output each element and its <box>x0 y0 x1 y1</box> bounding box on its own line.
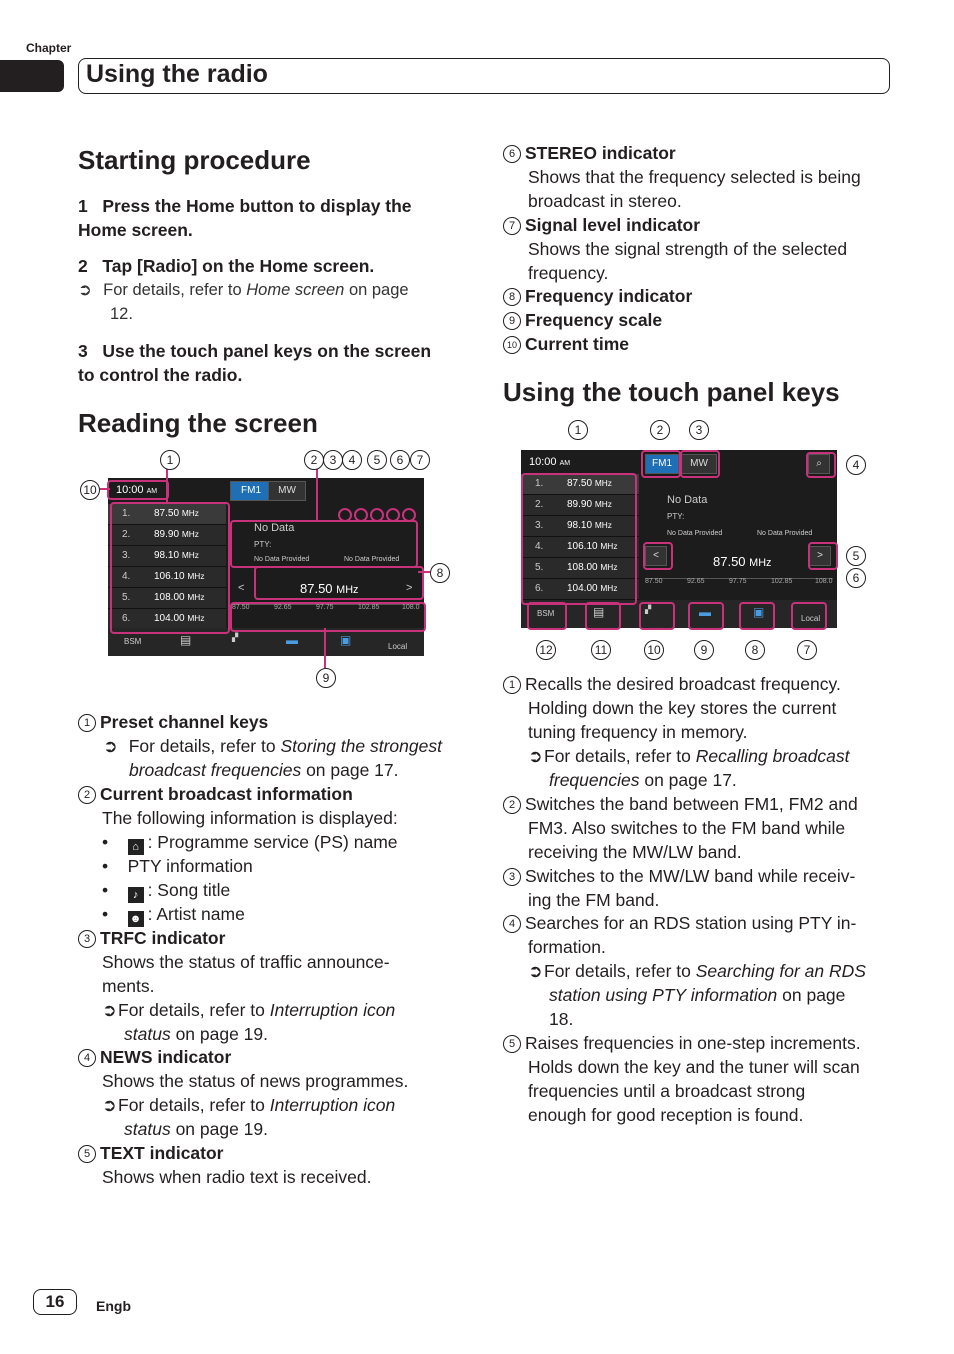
step-2-note: ➲ For details, refer to Home screen on page 12. <box>78 278 458 326</box>
seek-up-button[interactable]: > <box>809 546 831 566</box>
callout-7: 7 <box>797 640 817 660</box>
item-4-title: 4 NEWS indicator <box>78 1045 231 1069</box>
leader-line <box>418 571 430 573</box>
song-info: No Data Provided <box>667 530 723 537</box>
callout-12: 12 <box>536 640 556 660</box>
bsm-button[interactable]: BSM <box>124 637 142 646</box>
callout-11: 11 <box>591 640 611 660</box>
touch-item-3: 3 Switches to the MW/LW band while receiv- ing the FM band. <box>503 864 903 912</box>
leader-line <box>166 468 168 504</box>
preset-2[interactable]: 2. 89.90 MHz <box>521 495 639 516</box>
news-button[interactable]: ▣ <box>753 605 765 619</box>
frequency-display: 87.50 MHz <box>713 554 772 569</box>
highlight-seek-down <box>643 542 673 570</box>
text-button[interactable]: ▤ <box>593 605 605 619</box>
artist-info: No Data Provided <box>757 530 813 537</box>
mw-button[interactable]: MW <box>681 454 717 474</box>
callout-9: 9 <box>316 668 336 688</box>
text-icon[interactable]: ▤ <box>180 633 192 647</box>
song-info: No Data Provided <box>254 556 310 563</box>
highlight-presets <box>110 502 230 634</box>
highlight-car <box>688 602 724 630</box>
item-2-bullet-1: • ⌂ : Programme service (PS) name <box>102 832 398 853</box>
music-note-icon: ♪ <box>128 887 144 903</box>
touch-heading: Using the touch panel keys <box>503 377 840 407</box>
chapter-tab <box>0 60 64 92</box>
item-2-bullet-3: • ♪ : Song title <box>102 880 231 901</box>
preset-3[interactable]: 3. 98.10 MHz <box>521 516 639 537</box>
callout-4: 4 <box>846 455 866 475</box>
callout-2: 2 <box>304 450 324 470</box>
car-icon[interactable]: ▬ <box>699 605 711 619</box>
highlight-local <box>791 602 827 630</box>
fm1-button[interactable]: FM1 <box>645 454 679 474</box>
traffic-button[interactable]: ▞ <box>645 605 652 614</box>
fm1-button[interactable]: FM1 <box>230 481 272 501</box>
pty-label: PTY: <box>254 540 272 549</box>
starting-heading: Starting procedure <box>78 145 311 175</box>
pty-label: PTY: <box>667 512 685 521</box>
frequency-display: 87.50 MHz <box>300 581 359 596</box>
item-3-desc: Shows the status of traffic announce- ments. <box>102 952 390 996</box>
item-3-title: 3 TRFC indicator <box>78 926 225 950</box>
callout-9: 9 <box>694 640 714 660</box>
search-icon[interactable]: ⌕ <box>808 454 830 474</box>
highlight-scale <box>230 602 426 632</box>
leader-line <box>324 628 326 668</box>
item-6-desc: Shows that the frequency selected is being broadcast in stereo. <box>528 167 861 211</box>
item-2-bullet-4: • ☻ : Artist name <box>102 904 245 925</box>
item-8-title: 8 Frequency indicator <box>503 284 692 308</box>
touch-item-1: 1 Recalls the desired broadcast frequency. Holding down the key stores the current tuning frequency in memory. <box>503 672 903 744</box>
callout-10: 10 <box>644 640 664 660</box>
preset-4[interactable]: 4. 106.10 MHz <box>108 567 226 588</box>
preset-1[interactable]: 1. 87.50 MHz <box>521 474 639 495</box>
preset-4[interactable]: 4. 106.10 MHz <box>521 537 639 558</box>
callout-6: 6 <box>846 568 866 588</box>
chapter-label: Chapter <box>26 41 72 55</box>
arrow-icon: ➲ <box>78 281 92 299</box>
artist-info: No Data Provided <box>344 556 400 563</box>
callout-6: 6 <box>390 450 410 470</box>
car-icon[interactable]: ▬ <box>286 633 298 647</box>
highlight-time <box>107 480 169 500</box>
touch-item-4: 4 Searches for an RDS station using PTY in- formation. <box>503 911 903 959</box>
chapter-title: Using the radio <box>86 60 268 88</box>
current-time: 10:00 AM <box>529 456 571 468</box>
current-time: 10:00 AM <box>116 484 158 496</box>
local-button[interactable]: Local <box>801 614 821 623</box>
artist-icon: ☻ <box>128 911 144 927</box>
highlight-presets <box>521 473 637 605</box>
highlight-news <box>739 602 775 630</box>
callout-4: 4 <box>342 450 362 470</box>
item-2-bullet-2: • PTY information <box>102 856 253 876</box>
touch-item-5: 5 Raises frequencies in one-step increments. Holds down the key and the tuner will scan frequencies until a broadcast strong enough for good reception is found. <box>503 1031 903 1127</box>
seek-up-icon[interactable]: > <box>406 582 413 594</box>
item-9-title: 9 Frequency scale <box>503 308 662 332</box>
bsm-button[interactable]: BSM <box>537 609 555 618</box>
callout-2: 2 <box>650 420 670 440</box>
page-number: 16 <box>33 1289 77 1315</box>
callout-5: 5 <box>367 450 387 470</box>
station-name: No Data <box>667 494 708 506</box>
frequency-scale: 87.50 92.65 97.75 102.85 108.0 <box>645 578 833 599</box>
item-4-note: ➲For details, refer to Interruption icon status on page 19. <box>102 1095 396 1139</box>
item-5-title: 5 TEXT indicator <box>78 1141 223 1165</box>
highlight-seek-up <box>808 542 838 570</box>
reading-heading: Reading the screen <box>78 408 318 438</box>
item-7-title: 7 Signal level indicator <box>503 213 700 237</box>
callout-7: 7 <box>410 450 430 470</box>
item-2-desc: The following information is displayed: <box>102 808 398 828</box>
highlight-fm1 <box>641 450 681 478</box>
news-icon[interactable]: ▣ <box>340 633 352 647</box>
item-6-title: 6 STEREO indicator <box>503 141 676 165</box>
item-4-desc: Shows the status of news programmes. <box>102 1071 409 1091</box>
touch-item-2: 2 Switches the band between FM1, FM2 and FM3. Also switches to the FM band while receiving the MW/LW band. <box>503 792 903 864</box>
item-1-note: ➲ For details, refer to Storing the strongest broadcast frequencies on page 17. <box>103 736 442 780</box>
callout-8: 8 <box>745 640 765 660</box>
preset-5[interactable]: 5. 108.00 MHz <box>521 558 639 579</box>
preset-6[interactable]: 6. 104.00 MHz <box>521 579 639 600</box>
touch-item-4-note: ➲For details, refer to Searching for an RDS station using PTY information on page 18. <box>528 961 866 1029</box>
seek-down-icon[interactable]: < <box>238 582 245 594</box>
touch-item-1-note: ➲For details, refer to Recalling broadcast frequencies on page 17. <box>528 746 850 790</box>
callout-3: 3 <box>323 450 343 470</box>
ps-name-icon: ⌂ <box>128 839 144 855</box>
step-1: 1 Press the Home button to display the Home screen. <box>78 196 412 240</box>
local-button[interactable]: Local <box>388 642 408 651</box>
mw-button[interactable]: MW <box>268 481 306 501</box>
station-name: No Data <box>254 522 295 534</box>
indicator-circles <box>338 508 418 520</box>
callout-1: 1 <box>160 450 180 470</box>
preset-3[interactable]: 3. 98.10 MHz <box>108 546 226 567</box>
highlight-info <box>230 520 418 568</box>
callout-3: 3 <box>689 420 709 440</box>
callout-1: 1 <box>568 420 588 440</box>
callout-10: 10 <box>80 480 100 500</box>
preset-5[interactable]: 5. 108.00 MHz <box>108 588 226 609</box>
item-1-title: 1 Preset channel keys <box>78 710 268 734</box>
highlight-traffic <box>639 602 675 630</box>
step-2: 2 Tap [Radio] on the Home screen. <box>78 256 375 276</box>
leader-line <box>100 488 110 490</box>
preset-6[interactable]: 6. 104.00 MHz <box>108 609 226 630</box>
item-10-title: 10 Current time <box>503 332 629 356</box>
highlight-text <box>585 602 621 630</box>
item-2-title: 2 Current broadcast information <box>78 782 353 806</box>
highlight-search <box>806 452 836 478</box>
traffic-icon[interactable]: ▞ <box>232 633 239 642</box>
highlight-mw <box>680 450 720 478</box>
item-3-note: ➲For details, refer to Interruption icon status on page 19. <box>102 1000 396 1044</box>
preset-2[interactable]: 2. 89.90 MHz <box>108 525 226 546</box>
leader-line <box>316 468 318 522</box>
frequency-scale: 87.50 92.65 97.75 102.85 108.0 <box>232 604 420 625</box>
item-7-desc: Shows the signal strength of the selected frequency. <box>528 239 848 283</box>
item-5-desc: Shows when radio text is received. <box>102 1167 372 1187</box>
preset-1[interactable]: 1. 87.50 MHz <box>108 504 226 525</box>
highlight-bsm <box>527 602 567 630</box>
callout-5: 5 <box>846 546 866 566</box>
page-language: Engb <box>96 1298 131 1314</box>
callout-8: 8 <box>430 563 450 583</box>
step-3: 3 Use the touch panel keys on the screen to control the radio. <box>78 341 432 385</box>
seek-down-button[interactable]: < <box>645 546 667 566</box>
highlight-frequency <box>254 566 424 600</box>
